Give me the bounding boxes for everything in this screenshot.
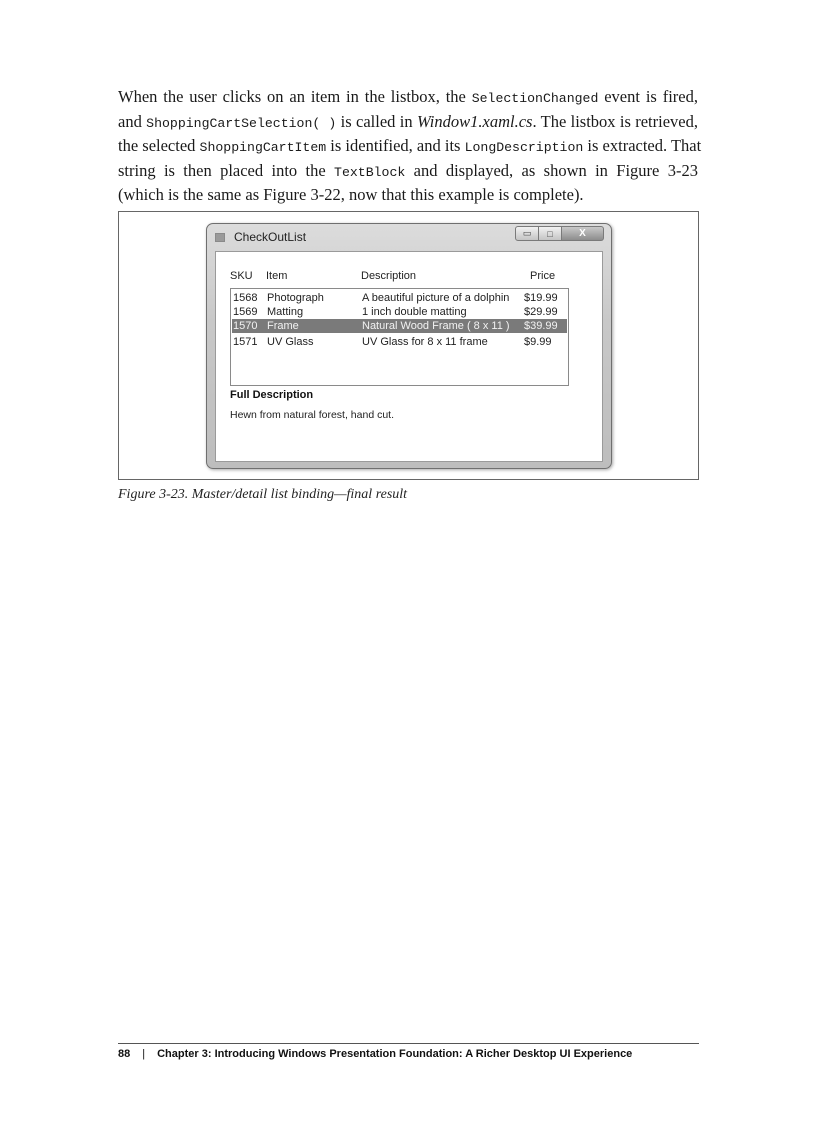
paragraph-line (118, 111, 698, 136)
code-shopping-cart-item: ShoppingCartItem (199, 140, 327, 156)
shopping-cart-listbox[interactable] (230, 288, 569, 386)
filename-italic: Window1.xaml.cs (416, 111, 533, 131)
sku-cell: 1570 (233, 320, 258, 332)
minimize-button[interactable] (515, 226, 539, 241)
text: is identified, and its (326, 136, 465, 156)
footer-separator: | (142, 1048, 146, 1060)
sku-cell: 1568 (233, 292, 258, 304)
code-shopping-cart-selection: ShoppingCartSelection( ) (146, 115, 337, 131)
paragraph-line (118, 160, 698, 185)
figure-caption: Figure 3-23. Master/detail list binding—final result (118, 487, 408, 502)
description-cell: Natural Wood Frame ( 8 x 11 ) (362, 320, 510, 332)
text: the selected (118, 136, 200, 156)
list-item[interactable] (232, 291, 567, 305)
list-item[interactable] (232, 305, 567, 319)
window-title: CheckOutList (234, 230, 307, 244)
paragraph-line (118, 86, 698, 111)
price-cell: $39.99 (524, 320, 558, 332)
text: is extracted. That (583, 136, 702, 156)
code-long-description: LongDescription (464, 140, 584, 156)
column-header-price: Price (530, 270, 556, 282)
close-icon: X (579, 228, 586, 239)
paragraph-line (118, 135, 702, 160)
text: and displayed, as shown in Figure 3-23 (405, 160, 698, 180)
description-cell: A beautiful picture of a dolphin (362, 292, 510, 304)
description-cell: UV Glass for 8 x 11 frame (362, 336, 488, 348)
text: event is fired, (598, 87, 698, 106)
column-header-item: Item (266, 270, 288, 282)
sku-cell: 1569 (233, 306, 258, 318)
full-description-label: Full Description (230, 389, 314, 401)
full-description-textblock: Hewn from natural forest, hand cut. (230, 409, 394, 421)
text: is called in (336, 111, 417, 131)
text: and (118, 111, 147, 131)
item-cell: Photograph (267, 292, 324, 304)
chapter-title: Chapter 3: Introducing Windows Presentation Foundation: A Richer Desktop UI Experience (157, 1048, 633, 1060)
maximize-button[interactable] (539, 226, 562, 241)
footer-rule (118, 1043, 699, 1044)
list-item[interactable] (232, 335, 567, 349)
item-cell: Frame (267, 320, 299, 332)
description-cell: 1 inch double matting (362, 306, 467, 318)
price-cell: $29.99 (524, 306, 558, 318)
window-client-area (215, 251, 603, 462)
text: string is then placed into the (118, 160, 335, 180)
app-icon (215, 233, 225, 242)
code-selection-changed: SelectionChanged (471, 91, 599, 106)
list-item-selected[interactable] (232, 319, 567, 333)
sku-cell: 1571 (233, 336, 258, 348)
column-header-sku: SKU (230, 270, 253, 282)
maximize-icon: □ (547, 228, 553, 239)
minimize-icon: ▭ (522, 228, 532, 238)
price-cell: $9.99 (524, 336, 552, 348)
page-footer (118, 1048, 632, 1060)
body-paragraph (118, 86, 702, 207)
paragraph-line: (which is the same as Figure 3-22, now that this example is complete). (118, 185, 584, 205)
title-bar[interactable] (207, 224, 611, 250)
item-cell: UV Glass (267, 336, 314, 348)
price-cell: $19.99 (524, 292, 558, 304)
code-textblock: TextBlock (334, 164, 406, 180)
column-header-description: Description (361, 270, 417, 282)
checkoutlist-window (206, 223, 612, 469)
page-number: 88 (118, 1048, 131, 1060)
text: . The listbox is retrieved, (532, 111, 698, 131)
text: When the user clicks on an item in the listbox, the (118, 87, 472, 106)
close-button[interactable] (562, 226, 604, 241)
window-controls (515, 226, 604, 242)
item-cell: Matting (267, 306, 304, 318)
